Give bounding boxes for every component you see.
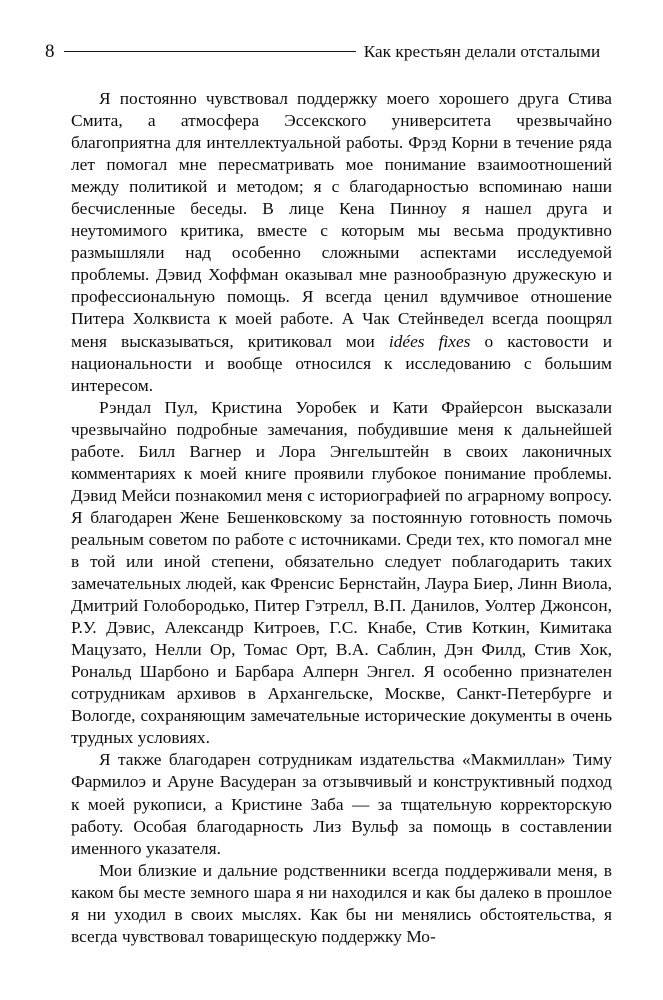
- header-rule-divider: [64, 51, 356, 52]
- running-title: Как крестьян делали отсталыми: [363, 42, 601, 61]
- paragraph-4: Мои близкие и дальние родственники всегда поддерживали меня, в каком бы месте земного шара я ни находился и как бы далеко в прошлое я ни уходил в своих мыслях. Как бы ни менялись обстоятельства, я всегда чувствовал товарищескую поддержку Мо-: [71, 860, 612, 946]
- running-head: [45, 41, 615, 67]
- paragraph-2: Рэндал Пул, Кристина Уоробек и Кати Фрайерсон высказали чрезвычайно подробные замечания, побудившие меня к дальнейшей работе. Билл Вагнер и Лора Энгельштейн в своих лаконичных комментариях к моей книге проявили глубокое понимание проблемы. Дэвид Мейси познакомил меня с историографией по аграрному вопросу. Я благодарен Жене Бешенковскому за постоянную готовность помочь реальным советом по работе с источниками. Среди тех, кто помогал мне в той или иной степени, обязательно следует поблагодарить таких замечательных людей, как Френсис Бернстайн, Лаура Биер, Линн Виола, Дмитрий Голобородько, Питер Гэтрелл, В.П. Данилов, Уолтер Джонсон, Р.У. Дэвис, Александр Китроев, Г.С. Кнабе, Стив Коткин, Кимитака Мацузато, Нелли Ор, Томас Орт, В.А. Саблин, Дэн Филд, Стив Хок, Рональд Шарбоно и Барбара Алперн Энгел. Я особенно признателен сотрудникам архивов в Архангельске, Москве, Санкт-Петербурге и Вологде, сохраняющим замечательные исторические документы в очень трудных условиях.: [71, 397, 612, 748]
- paragraph-3: Я также благодарен сотрудникам издательства «Макмиллан» Тиму Фармилоэ и Аруне Васудеран за отзывчивый и конструктивный подход к моей рукописи, а Кристине Заба — за тщательную корректорскую работу. Особая благодарность Лиз Вульф за помощь в составлении именного указателя.: [71, 750, 612, 858]
- paragraph-1-text-before-italic: Я постоянно чувствовал поддержку моего хорошего друга Стива Смита, а атмосфера Эссекского университета чрезвычайно благоприятна для интеллектуальной работы. Фрэд Корни в течение ряда лет помогал мне пересматривать мое понимание взаимоотношений между политикой и методом; я с благодарностью вспоминаю наши бесчисленные беседы. В лице Кена Пинноу я нашел друга и неутомимого критика, вместе с которым мы весьма продуктивно размышляли над особенно сложными аспектами исследуемой проблемы. Дэвид Хоффман оказывал мне разнообразную дружескую и профессиональную помощь. Я всегда ценил вдумчивое отношение Питера Холквиста к моей работе. А Чак Стейнведел всегда поощрял меня высказываться, критиковал мои: [71, 89, 612, 351]
- page-text-body: [71, 88, 612, 948]
- paragraph-1: [71, 88, 612, 397]
- foreign-phrase-idees-fixes: idées fixes: [388, 331, 471, 351]
- page-number: 8: [45, 41, 55, 62]
- paragraph-1-text-after-italic: о кастовости и национальности и вообще относился к исследованию с большим интересом.: [71, 331, 612, 395]
